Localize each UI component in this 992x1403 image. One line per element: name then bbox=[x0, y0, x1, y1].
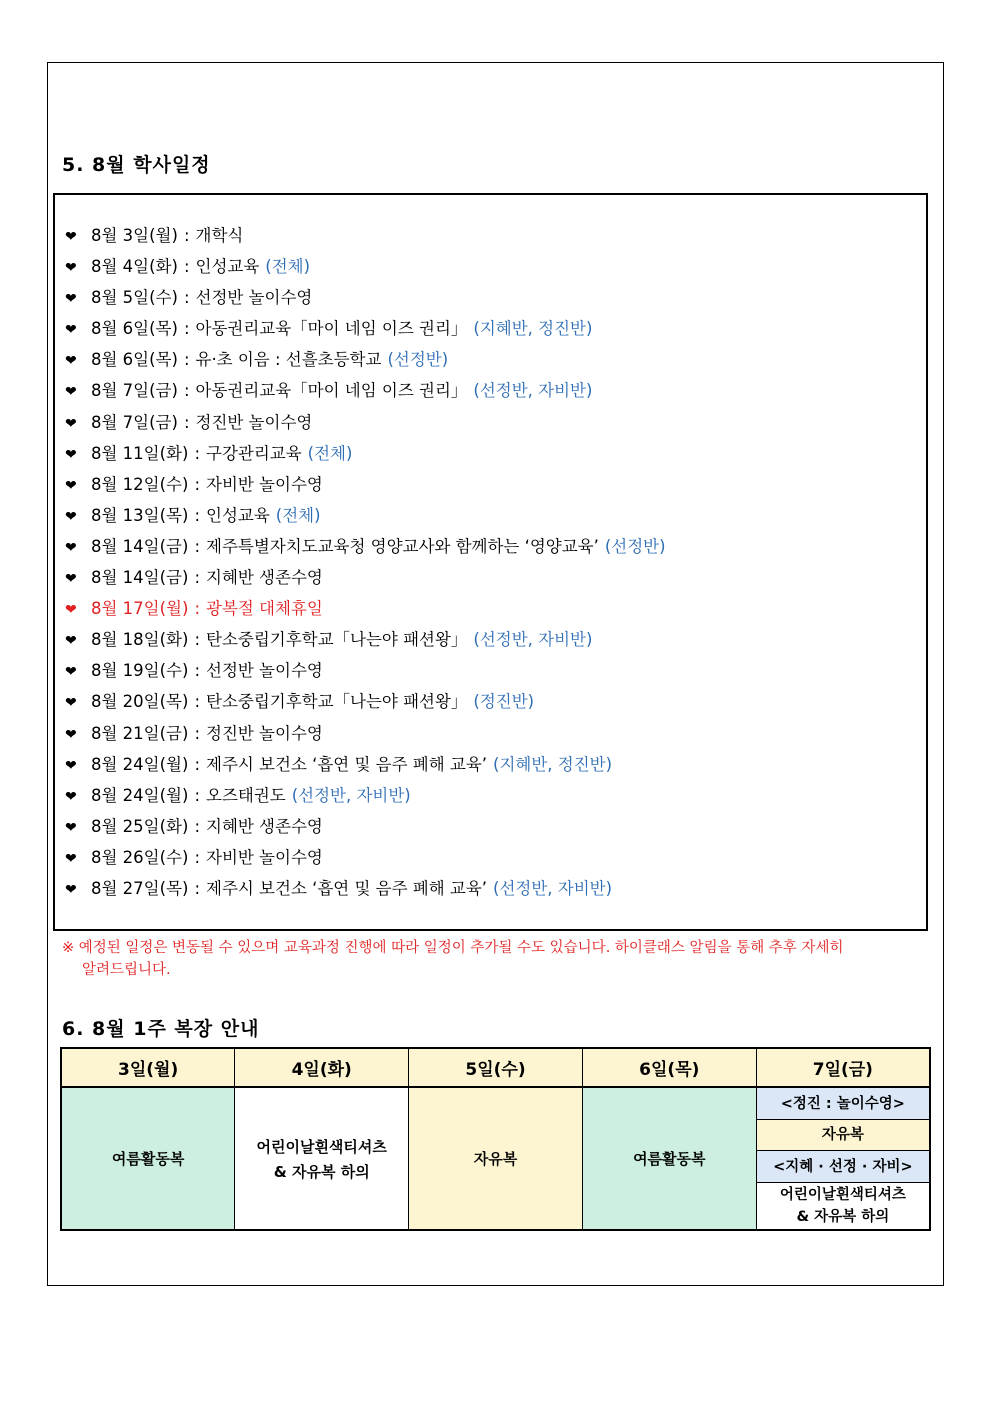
heart-icon: ❤ bbox=[65, 322, 77, 339]
heart-icon: ❤ bbox=[65, 881, 77, 898]
schedule-group: (선정반, 자비반) bbox=[473, 630, 593, 650]
dress-thu: 여름활동복 bbox=[582, 1087, 756, 1230]
schedule-date: 8월 24일(월) bbox=[91, 754, 189, 774]
schedule-text: 제주시 보건소 ‘흡연 및 음주 폐해 교육’ bbox=[206, 754, 488, 774]
schedule-date: 8월 14일(금) bbox=[91, 536, 189, 556]
heart-icon: ❤ bbox=[65, 353, 77, 370]
schedule-item bbox=[65, 595, 666, 626]
heart-icon: ❤ bbox=[65, 571, 77, 588]
schedule-text: 인성교육 bbox=[195, 257, 260, 277]
schedule-text: 인성교육 bbox=[206, 505, 270, 525]
dress-body-row bbox=[61, 1087, 930, 1230]
schedule-date: 8월 26일(수) bbox=[91, 847, 189, 867]
schedule-separator: : bbox=[194, 878, 200, 898]
fri-group1-value: 자유복 bbox=[757, 1120, 929, 1151]
schedule-item bbox=[65, 222, 666, 253]
schedule-separator: : bbox=[194, 599, 200, 619]
schedule-separator: : bbox=[194, 443, 200, 463]
schedule-separator: : bbox=[194, 474, 200, 494]
schedule-item bbox=[65, 284, 666, 315]
schedule-text: 탄소중립기후학교「나는야 패션왕」 bbox=[206, 692, 468, 712]
heart-icon: ❤ bbox=[65, 695, 77, 712]
schedule-box bbox=[53, 193, 928, 931]
schedule-separator: : bbox=[183, 226, 190, 245]
heart-icon: ❤ bbox=[65, 757, 77, 774]
heart-icon: ❤ bbox=[65, 384, 77, 401]
schedule-text: 자비반 놀이수영 bbox=[206, 847, 323, 867]
schedule-group: (선정반) bbox=[387, 350, 449, 370]
schedule-item bbox=[65, 440, 666, 471]
schedule-group: (선정반) bbox=[604, 536, 666, 556]
dress-tue bbox=[235, 1087, 409, 1230]
schedule-group: (선정반, 자비반) bbox=[493, 878, 613, 898]
schedule-item bbox=[65, 502, 666, 533]
heart-icon: ❤ bbox=[65, 788, 77, 805]
schedule-item bbox=[65, 782, 666, 813]
heart-icon: ❤ bbox=[65, 415, 77, 432]
schedule-group: (전체) bbox=[307, 443, 353, 463]
heart-icon: ❤ bbox=[65, 602, 77, 619]
dress-code-table bbox=[60, 1047, 931, 1231]
schedule-note bbox=[62, 937, 942, 981]
header-tue: 4일(화) bbox=[235, 1048, 409, 1087]
schedule-item bbox=[65, 875, 666, 906]
dress-header-row bbox=[61, 1048, 930, 1087]
heart-icon: ❤ bbox=[65, 260, 77, 277]
schedule-separator: : bbox=[183, 381, 190, 401]
schedule-item bbox=[65, 751, 666, 782]
schedule-date: 8월 17일(월) bbox=[91, 599, 189, 619]
fri-group2-line2: & 자유복 하의 bbox=[796, 1209, 890, 1225]
dress-mon: 여름활동복 bbox=[61, 1087, 235, 1230]
note-line-2: 알려드립니다. bbox=[82, 962, 171, 978]
schedule-date: 8월 25일(화) bbox=[91, 816, 189, 836]
schedule-text: 지혜반 생존수영 bbox=[206, 816, 323, 836]
schedule-text: 개학식 bbox=[195, 226, 244, 245]
schedule-item bbox=[65, 813, 666, 844]
schedule-item bbox=[65, 346, 666, 377]
schedule-separator: : bbox=[194, 754, 200, 774]
schedule-date: 8월 6일(목) bbox=[91, 319, 178, 339]
schedule-text: 선정반 놀이수영 bbox=[195, 288, 313, 308]
schedule-date: 8월 13일(목) bbox=[91, 505, 189, 525]
schedule-item bbox=[65, 377, 666, 408]
header-thu: 6일(목) bbox=[582, 1048, 756, 1087]
schedule-item bbox=[65, 626, 666, 657]
schedule-item bbox=[65, 253, 666, 284]
schedule-group: (지혜반, 정진반) bbox=[473, 319, 593, 339]
schedule-group: (선정반, 자비반) bbox=[473, 381, 593, 401]
schedule-text: 아동권리교육「마이 네임 이즈 권리」 bbox=[195, 319, 468, 339]
schedule-text: 정진반 놀이수영 bbox=[206, 723, 323, 743]
heart-icon: ❤ bbox=[65, 291, 77, 308]
heart-icon: ❤ bbox=[65, 850, 77, 867]
schedule-date: 8월 18일(화) bbox=[91, 630, 189, 650]
schedule-text: 제주시 보건소 ‘흡연 및 음주 폐해 교육’ bbox=[206, 878, 488, 898]
schedule-text: 아동권리교육「마이 네임 이즈 권리」 bbox=[195, 381, 468, 401]
fri-group1-label: <정진 : 놀이수영> bbox=[757, 1088, 929, 1120]
heart-icon: ❤ bbox=[65, 508, 77, 525]
schedule-separator: : bbox=[183, 319, 190, 339]
schedule-separator: : bbox=[194, 723, 200, 743]
schedule-text: 제주특별자치도교육청 영양교사와 함께하는 ‘영양교육’ bbox=[206, 536, 599, 556]
schedule-group: (선정반, 자비반) bbox=[291, 785, 411, 805]
header-fri: 7일(금) bbox=[756, 1048, 930, 1087]
dress-tue-line2: & 자유복 하의 bbox=[273, 1162, 370, 1181]
schedule-separator: : bbox=[194, 847, 200, 867]
header-wed: 5일(수) bbox=[409, 1048, 583, 1087]
schedule-item bbox=[65, 315, 666, 346]
schedule-text: 오즈태권도 bbox=[206, 785, 286, 805]
schedule-item bbox=[65, 471, 666, 502]
schedule-text: 구강관리교육 bbox=[206, 443, 302, 463]
schedule-item bbox=[65, 720, 666, 751]
schedule-text: 자비반 놀이수영 bbox=[206, 474, 323, 494]
schedule-item bbox=[65, 564, 666, 595]
schedule-separator: : bbox=[194, 692, 200, 712]
schedule-date: 8월 11일(화) bbox=[91, 443, 189, 463]
fri-group2-line1: 어린이날흰색티셔츠 bbox=[779, 1187, 906, 1203]
schedule-separator: : bbox=[194, 630, 200, 650]
schedule-text: 정진반 놀이수영 bbox=[195, 412, 313, 432]
fri-group2-value bbox=[757, 1183, 929, 1229]
schedule-date: 8월 27일(목) bbox=[91, 878, 189, 898]
schedule-item bbox=[65, 844, 666, 875]
schedule-separator: : bbox=[194, 536, 200, 556]
schedule-list bbox=[65, 222, 666, 906]
schedule-date: 8월 3일(월) bbox=[91, 226, 178, 245]
schedule-date: 8월 5일(수) bbox=[91, 288, 178, 308]
section5-title: 5. 8월 학사일정 bbox=[62, 154, 211, 176]
schedule-date: 8월 7일(금) bbox=[91, 381, 178, 401]
schedule-separator: : bbox=[194, 785, 200, 805]
heart-icon: ❤ bbox=[65, 633, 77, 650]
heart-icon: ❤ bbox=[65, 446, 77, 463]
schedule-item bbox=[65, 657, 666, 688]
dress-tue-line1: 어린이날흰색티셔츠 bbox=[256, 1137, 387, 1156]
schedule-date: 8월 6일(목) bbox=[91, 350, 178, 370]
schedule-date: 8월 7일(금) bbox=[91, 412, 178, 432]
schedule-group: (전체) bbox=[275, 505, 321, 525]
schedule-text: 탄소중립기후학교「나는야 패션왕」 bbox=[206, 630, 468, 650]
schedule-separator: : bbox=[183, 412, 190, 432]
schedule-item bbox=[65, 688, 666, 719]
schedule-text: 선정반 놀이수영 bbox=[206, 661, 323, 681]
schedule-date: 8월 14일(금) bbox=[91, 568, 189, 588]
schedule-separator: : bbox=[194, 661, 200, 681]
schedule-separator: : bbox=[194, 816, 200, 836]
header-mon: 3일(월) bbox=[61, 1048, 235, 1087]
heart-icon: ❤ bbox=[65, 229, 77, 245]
schedule-group: (정진반) bbox=[473, 692, 535, 712]
schedule-date: 8월 4일(화) bbox=[91, 257, 178, 277]
note-line-1: ※ 예정된 일정은 변동될 수 있으며 교육과정 진행에 따라 일정이 추가될 수도 있습니다. 하이클래스 알림을 통해 추후 자세히 bbox=[62, 940, 844, 956]
schedule-date: 8월 19일(수) bbox=[91, 661, 189, 681]
schedule-separator: : bbox=[194, 505, 200, 525]
heart-icon: ❤ bbox=[65, 664, 77, 681]
schedule-item bbox=[65, 533, 666, 564]
dress-wed: 자유복 bbox=[409, 1087, 583, 1230]
heart-icon: ❤ bbox=[65, 539, 77, 556]
dress-fri bbox=[756, 1087, 930, 1230]
schedule-separator: : bbox=[183, 257, 190, 277]
schedule-separator: : bbox=[183, 350, 190, 370]
schedule-group: (지혜반, 정진반) bbox=[493, 754, 613, 774]
schedule-text: 광복절 대체휴일 bbox=[206, 599, 323, 619]
schedule-group: (전체) bbox=[265, 257, 311, 277]
heart-icon: ❤ bbox=[65, 726, 77, 743]
heart-icon: ❤ bbox=[65, 819, 77, 836]
heart-icon: ❤ bbox=[65, 477, 77, 494]
schedule-text: 유·초 이음 : 선흘초등학교 bbox=[195, 350, 382, 370]
schedule-date: 8월 20일(목) bbox=[91, 692, 189, 712]
schedule-date: 8월 12일(수) bbox=[91, 474, 189, 494]
schedule-date: 8월 21일(금) bbox=[91, 723, 189, 743]
section6-title: 6. 8월 1주 복장 안내 bbox=[62, 1018, 260, 1040]
schedule-date: 8월 24일(월) bbox=[91, 785, 189, 805]
schedule-separator: : bbox=[194, 568, 200, 588]
schedule-separator: : bbox=[183, 288, 190, 308]
schedule-item bbox=[65, 409, 666, 440]
fri-group2-label: <지혜 · 선정 · 자비> bbox=[757, 1151, 929, 1183]
schedule-text: 지혜반 생존수영 bbox=[206, 568, 323, 588]
